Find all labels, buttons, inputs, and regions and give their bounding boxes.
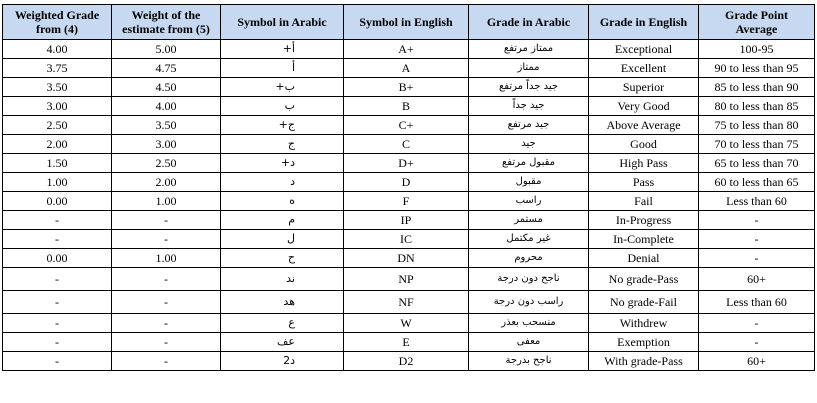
cell-grade-english: Pass bbox=[589, 173, 699, 192]
cell-grade-arabic: ممتاز bbox=[469, 59, 589, 78]
cell-weighted-grade: - bbox=[3, 268, 112, 291]
cell-weight-estimate: 2.50 bbox=[112, 154, 221, 173]
header-row bbox=[3, 5, 815, 40]
cell-weight-estimate: 4.50 bbox=[112, 78, 221, 97]
cell-weighted-grade: - bbox=[3, 211, 112, 230]
cell-symbol-arabic: أ bbox=[221, 59, 344, 78]
cell-symbol-english: A bbox=[344, 59, 469, 78]
cell-symbol-arabic: هد bbox=[221, 291, 344, 314]
grading-table bbox=[2, 4, 815, 371]
cell-grade-arabic: جيد جداً مرتفع bbox=[469, 78, 589, 97]
header-symbol-english: Symbol in English bbox=[344, 5, 469, 40]
cell-grade-arabic: مقبول bbox=[469, 173, 589, 192]
cell-gpa: 70 to less than 75 bbox=[699, 135, 815, 154]
cell-grade-english: In-Complete bbox=[589, 230, 699, 249]
cell-symbol-arabic: ند bbox=[221, 268, 344, 291]
cell-weight-estimate: 1.00 bbox=[112, 249, 221, 268]
cell-symbol-english: C+ bbox=[344, 116, 469, 135]
cell-symbol-english: DN bbox=[344, 249, 469, 268]
cell-grade-english: In-Progress bbox=[589, 211, 699, 230]
cell-weight-estimate: - bbox=[112, 230, 221, 249]
cell-symbol-arabic: د2 bbox=[221, 352, 344, 371]
cell-weighted-grade: - bbox=[3, 333, 112, 352]
cell-weighted-grade: 4.00 bbox=[3, 40, 112, 59]
header-grade-arabic: Grade in Arabic bbox=[469, 5, 589, 40]
table-row bbox=[3, 116, 815, 135]
header-symbol-arabic: Symbol in Arabic bbox=[221, 5, 344, 40]
cell-symbol-english: F bbox=[344, 192, 469, 211]
cell-gpa: 100-95 bbox=[699, 40, 815, 59]
cell-symbol-arabic: ل bbox=[221, 230, 344, 249]
cell-grade-english: No grade-Fail bbox=[589, 291, 699, 314]
header-gpa: Grade Point Average bbox=[699, 5, 815, 40]
cell-symbol-arabic: عف bbox=[221, 333, 344, 352]
cell-gpa: 75 to less than 80 bbox=[699, 116, 815, 135]
cell-symbol-arabic: ه bbox=[221, 192, 344, 211]
cell-symbol-english: C bbox=[344, 135, 469, 154]
cell-weighted-grade: 0.00 bbox=[3, 192, 112, 211]
cell-symbol-english: D2 bbox=[344, 352, 469, 371]
table-row bbox=[3, 314, 815, 333]
cell-symbol-english: W bbox=[344, 314, 469, 333]
table-row bbox=[3, 333, 815, 352]
table-body bbox=[3, 40, 815, 371]
table-row bbox=[3, 230, 815, 249]
header-grade-english: Grade in English bbox=[589, 5, 699, 40]
cell-gpa: 90 to less than 95 bbox=[699, 59, 815, 78]
cell-symbol-english: A+ bbox=[344, 40, 469, 59]
cell-weighted-grade: 2.50 bbox=[3, 116, 112, 135]
cell-weight-estimate: - bbox=[112, 314, 221, 333]
cell-grade-arabic: ممتاز مرتفع bbox=[469, 40, 589, 59]
cell-weighted-grade: 1.00 bbox=[3, 173, 112, 192]
cell-weight-estimate: - bbox=[112, 352, 221, 371]
cell-grade-english: High Pass bbox=[589, 154, 699, 173]
cell-gpa: 60 to less than 65 bbox=[699, 173, 815, 192]
cell-weighted-grade: - bbox=[3, 352, 112, 371]
cell-weight-estimate: 1.00 bbox=[112, 192, 221, 211]
cell-grade-arabic: راسب دون درجة bbox=[469, 291, 589, 314]
cell-grade-english: Withdrew bbox=[589, 314, 699, 333]
cell-gpa: 60+ bbox=[699, 352, 815, 371]
cell-gpa: - bbox=[699, 249, 815, 268]
cell-symbol-english: D+ bbox=[344, 154, 469, 173]
cell-weighted-grade: 0.00 bbox=[3, 249, 112, 268]
cell-gpa: - bbox=[699, 211, 815, 230]
table-row bbox=[3, 352, 815, 371]
cell-grade-english: No grade-Pass bbox=[589, 268, 699, 291]
cell-gpa: 85 to less than 90 bbox=[699, 78, 815, 97]
cell-symbol-arabic: م bbox=[221, 211, 344, 230]
cell-weighted-grade: - bbox=[3, 230, 112, 249]
cell-symbol-english: IP bbox=[344, 211, 469, 230]
cell-grade-english: Denial bbox=[589, 249, 699, 268]
cell-weight-estimate: 5.00 bbox=[112, 40, 221, 59]
cell-grade-arabic: ناجح بدرجة bbox=[469, 352, 589, 371]
cell-gpa: 65 to less than 70 bbox=[699, 154, 815, 173]
table-row bbox=[3, 97, 815, 116]
cell-symbol-english: B+ bbox=[344, 78, 469, 97]
cell-grade-english: Above Average bbox=[589, 116, 699, 135]
cell-grade-arabic: مقبول مرتفع bbox=[469, 154, 589, 173]
cell-symbol-arabic: د bbox=[221, 173, 344, 192]
table-row bbox=[3, 249, 815, 268]
cell-weighted-grade: 2.00 bbox=[3, 135, 112, 154]
cell-grade-english: Very Good bbox=[589, 97, 699, 116]
cell-grade-english: With grade-Pass bbox=[589, 352, 699, 371]
cell-symbol-arabic: د+ bbox=[221, 154, 344, 173]
cell-symbol-english: NP bbox=[344, 268, 469, 291]
cell-weight-estimate: - bbox=[112, 268, 221, 291]
cell-symbol-arabic: ج+ bbox=[221, 116, 344, 135]
cell-symbol-arabic: أ+ bbox=[221, 40, 344, 59]
cell-symbol-arabic: ج bbox=[221, 135, 344, 154]
cell-weighted-grade: 1.50 bbox=[3, 154, 112, 173]
table-row bbox=[3, 135, 815, 154]
cell-weight-estimate: 3.50 bbox=[112, 116, 221, 135]
cell-symbol-english: IC bbox=[344, 230, 469, 249]
cell-symbol-english: NF bbox=[344, 291, 469, 314]
cell-symbol-english: B bbox=[344, 97, 469, 116]
cell-grade-english: Excellent bbox=[589, 59, 699, 78]
table-row bbox=[3, 211, 815, 230]
cell-grade-arabic: منسحب بعذر bbox=[469, 314, 589, 333]
cell-grade-english: Fail bbox=[589, 192, 699, 211]
cell-grade-english: Exceptional bbox=[589, 40, 699, 59]
table-row bbox=[3, 268, 815, 291]
cell-gpa: Less than 60 bbox=[699, 192, 815, 211]
cell-weight-estimate: - bbox=[112, 333, 221, 352]
cell-gpa: Less than 60 bbox=[699, 291, 815, 314]
cell-grade-english: Exemption bbox=[589, 333, 699, 352]
cell-grade-arabic: محروم bbox=[469, 249, 589, 268]
cell-weighted-grade: 3.00 bbox=[3, 97, 112, 116]
cell-weight-estimate: - bbox=[112, 211, 221, 230]
table-row bbox=[3, 59, 815, 78]
cell-gpa: 80 to less than 85 bbox=[699, 97, 815, 116]
cell-weighted-grade: 3.50 bbox=[3, 78, 112, 97]
cell-weight-estimate: 4.00 bbox=[112, 97, 221, 116]
cell-weight-estimate: 2.00 bbox=[112, 173, 221, 192]
cell-grade-english: Superior bbox=[589, 78, 699, 97]
cell-grade-english: Good bbox=[589, 135, 699, 154]
cell-grade-arabic: جيد مرتفع bbox=[469, 116, 589, 135]
cell-grade-arabic: مستمر bbox=[469, 211, 589, 230]
header-weight-estimate: Weight of the estimate from (5) bbox=[112, 5, 221, 40]
cell-grade-arabic: ناجح دون درجة bbox=[469, 268, 589, 291]
table-header bbox=[3, 5, 815, 40]
cell-weighted-grade: - bbox=[3, 291, 112, 314]
cell-grade-arabic: جيد جداً bbox=[469, 97, 589, 116]
table-row bbox=[3, 291, 815, 314]
cell-symbol-arabic: ب bbox=[221, 97, 344, 116]
table-row bbox=[3, 154, 815, 173]
cell-symbol-arabic: ب+ bbox=[221, 78, 344, 97]
cell-gpa: - bbox=[699, 314, 815, 333]
cell-grade-arabic: غير مكتمل bbox=[469, 230, 589, 249]
table-row bbox=[3, 192, 815, 211]
table-row bbox=[3, 78, 815, 97]
cell-symbol-arabic: ح bbox=[221, 249, 344, 268]
table-row bbox=[3, 173, 815, 192]
cell-gpa: - bbox=[699, 333, 815, 352]
cell-symbol-english: E bbox=[344, 333, 469, 352]
cell-grade-arabic: جيد bbox=[469, 135, 589, 154]
cell-weighted-grade: 3.75 bbox=[3, 59, 112, 78]
cell-weight-estimate: 3.00 bbox=[112, 135, 221, 154]
cell-gpa: - bbox=[699, 230, 815, 249]
cell-symbol-arabic: ع bbox=[221, 314, 344, 333]
cell-weight-estimate: - bbox=[112, 291, 221, 314]
cell-grade-arabic: راسب bbox=[469, 192, 589, 211]
cell-weighted-grade: - bbox=[3, 314, 112, 333]
header-weighted-grade: Weighted Grade from (4) bbox=[3, 5, 112, 40]
cell-symbol-english: D bbox=[344, 173, 469, 192]
cell-grade-arabic: معفى bbox=[469, 333, 589, 352]
cell-gpa: 60+ bbox=[699, 268, 815, 291]
cell-weight-estimate: 4.75 bbox=[112, 59, 221, 78]
table-row bbox=[3, 40, 815, 59]
